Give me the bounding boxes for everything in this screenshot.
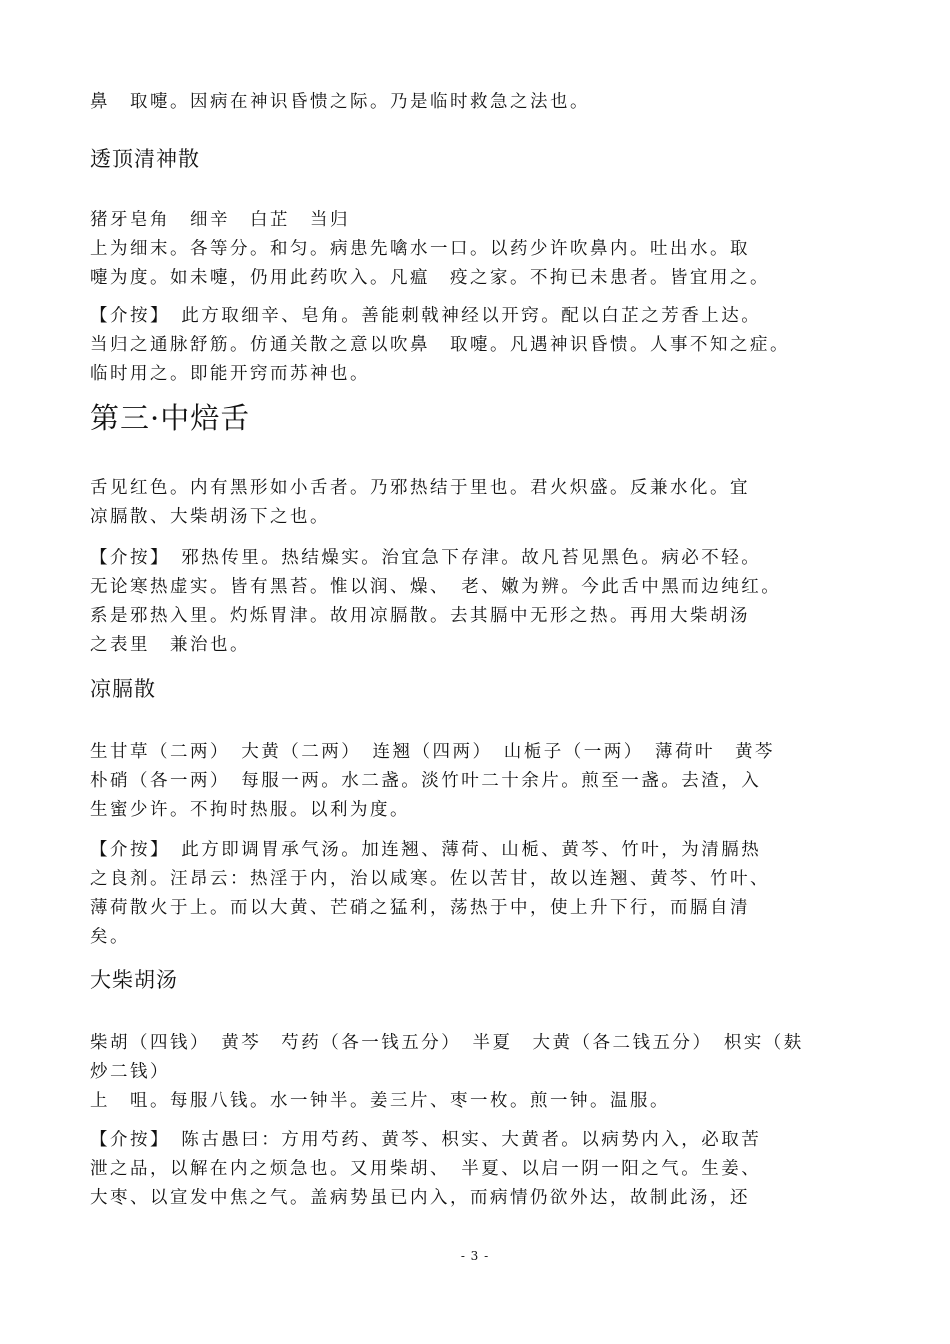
continuation-text: 鼻 取嚏。因病在神识昏愦之际。乃是临时救急之法也。 — [90, 92, 590, 112]
section-title-toudingqingshensan: 透顶清神散 — [90, 147, 200, 171]
commentary-paragraph: 【介按】 邪热传里。热结燥实。治宜急下存津。故凡苔见黑色。病必不轻。 无论寒热虚实。皆有黑苔。惟以润、燥、 老、嫩为辨。今此舌中黑而边纯红。 系是邪热入里。灼烁胃津。故用凉膈散。去其膈中无形之热。再用大柴胡汤 之表里 兼治也。 — [90, 548, 782, 655]
recipe-paragraph: 猪牙皂角 细辛 白芷 当归 上为细末。各等分。和匀。病患先噙水一口。以药少许吹鼻内。吐出水。取 嚏为度。如未嚏，仍用此药吹入。凡瘟 疫之家。不拘已未患者。皆宜用之。 — [90, 210, 770, 288]
recipe-paragraph: 生甘草（二两） 大黄（二两） 连翘（四两） 山栀子（一两） 薄荷叶 黄芩 朴硝（各一两） 每服一两。水二盏。淡竹叶二十余片。煎至一盏。去渣，入 生蜜少许。不拘时热服。以利为度。 — [90, 742, 775, 820]
commentary-paragraph: 【介按】 此方即调胃承气汤。加连翘、薄荷、山栀、黄芩、竹叶，为清膈热 之良剂。汪昂云：热淫于内，治以咸寒。佐以苦甘，故以连翘、黄芩、竹叶、 薄荷散火于上。而以大黄、芒硝之猛利，荡热于中，使上升下行，而膈自清 矣。 — [90, 840, 770, 947]
tongue-description: 舌见红色。内有黑形如小舌者。乃邪热结于里也。君火炽盛。反兼水化。宜 凉膈散、大柴胡汤下之也。 — [90, 478, 750, 527]
section-title-lianggesan: 凉膈散 — [90, 677, 156, 701]
commentary-paragraph: 【介按】 此方取细辛、皂角。善能刺戟神经以开窍。配以白芷之芳香上达。 当归之通脉舒筋。仿通关散之意以吹鼻 取嚏。凡遇神识昏愦。人事不知之症。 临时用之。即能开窍而苏神也。 — [90, 306, 790, 384]
commentary-paragraph: 【介按】 陈古愚曰：方用芍药、黄芩、枳实、大黄者。以病势内入，必取苦 泄之品，以解在内之烦急也。又用柴胡、 半夏、以启一阴一阳之气。生姜、 大枣、以宣发中焦之气。盖病势虽已内入，而病情仍欲外达，故制此汤，还 — [90, 1130, 762, 1208]
page-number: - 3 - — [460, 1249, 490, 1263]
chapter-title: 第三·中焙舌 — [90, 401, 251, 435]
section-title-dachaihutang: 大柴胡汤 — [90, 968, 178, 992]
recipe-paragraph: 柴胡（四钱） 黄芩 芍药（各一钱五分） 半夏 大黄（各二钱五分） 枳实（麸 炒二钱） 上 咀。每服八钱。水一钟半。姜三片、枣一枚。煎一钟。温服。 — [90, 1033, 804, 1111]
